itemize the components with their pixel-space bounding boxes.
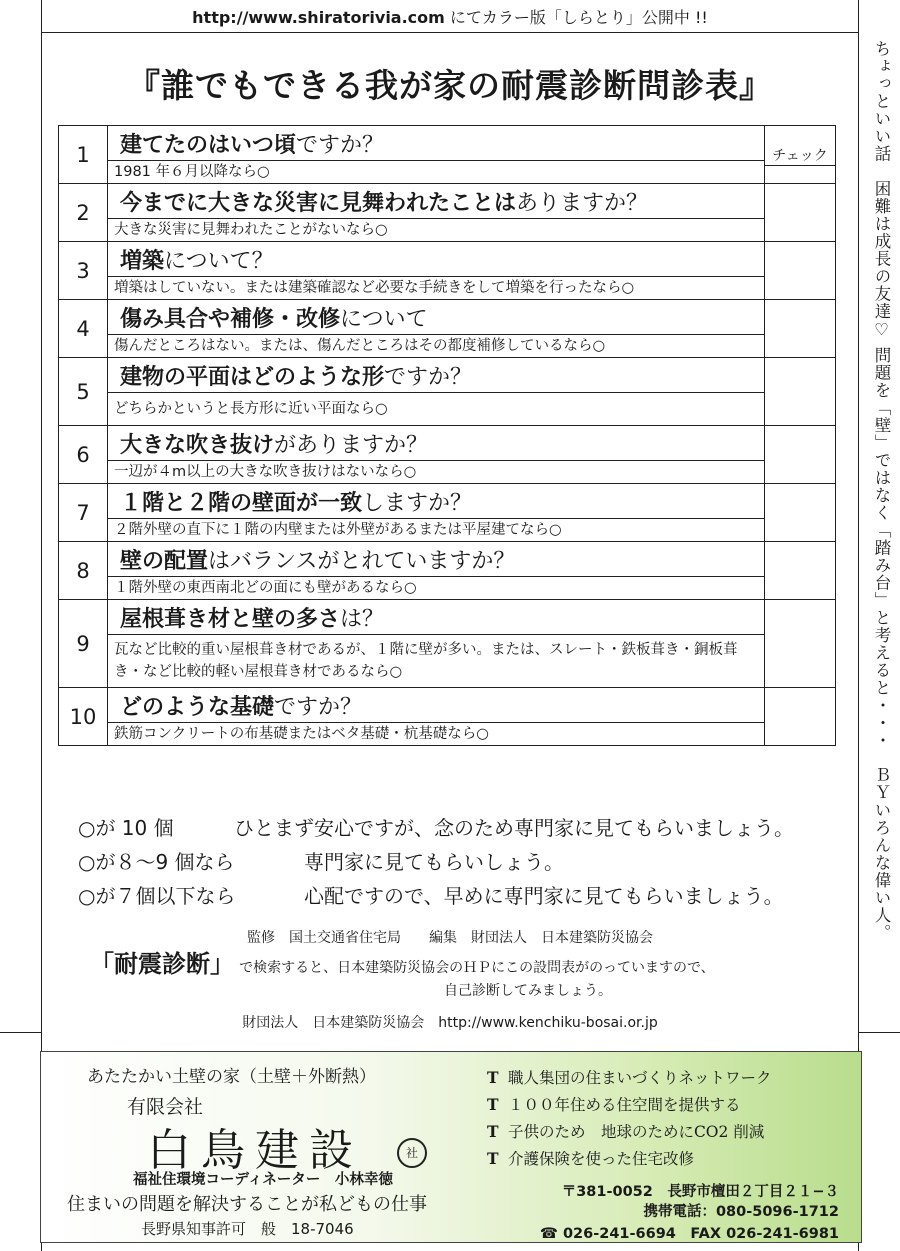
side-vertical-text: ちょっといい話 困難は成長の友達♡ 問題を「壁」ではなく「踏み台」と考えると・・・ ＢＹいろんな偉い人。 [872, 40, 891, 942]
answer-condition: 大きな災害に見舞われたことがないなら○ [108, 219, 765, 242]
question-keyword: 今までに大きな災害に見舞われたことは [120, 190, 517, 216]
answer-condition: 増築はしていない。または建築確認など必要な手続きをして増築を行ったなら○ [108, 277, 765, 300]
question-number: 3 [59, 242, 108, 300]
answer-row [59, 723, 836, 746]
question-keyword: 建物の平面はどのような形 [120, 364, 385, 390]
ad-coordinator: 福祉住環境コーディネーター 小林幸徳 [133, 1172, 393, 1188]
question-text [108, 242, 765, 277]
ad-company-name: 白鳥建設 [147, 1125, 363, 1176]
check-cell[interactable] [765, 126, 836, 184]
check-cell[interactable] [765, 484, 836, 542]
check-cell[interactable] [765, 300, 836, 358]
cut-mark-right [858, 1032, 900, 1033]
answer-condition: 一辺が４m以上の大きな吹き抜けはないなら○ [108, 461, 765, 484]
search-note [90, 944, 810, 979]
question-number: 8 [59, 542, 108, 600]
question-row [59, 184, 836, 219]
question-number: 10 [59, 688, 108, 746]
check-cell[interactable] [765, 600, 836, 688]
answer-row [59, 393, 836, 426]
search-line-2: 自己診断してみましょう。 [444, 983, 612, 999]
result-count: ○が７個以下なら [78, 884, 236, 908]
question-row [59, 126, 836, 161]
question-row [59, 542, 836, 577]
ad-feature [487, 1093, 740, 1115]
question-text [108, 688, 765, 723]
ad-slogan: あたたかい土壁の家（土壁＋外断熱） [87, 1067, 376, 1087]
question-suffix: ですか？ [296, 132, 385, 158]
result-line-3 [78, 880, 784, 909]
question-number: 2 [59, 184, 108, 242]
check-column-header: チェック [765, 143, 835, 166]
ad-address: 〒381-0052 長野市檀田２丁目２１−３ [561, 1184, 839, 1200]
page-title: 『誰でもできる我が家の耐震診断問診表』 [127, 66, 773, 105]
result-count: ○が８～9 個なら [78, 850, 235, 874]
hammer-icon: T [487, 1149, 499, 1168]
search-line-1: で検索すると、日本建築防災協会のＨＰにこの設問表がのっていますので、 [239, 960, 715, 976]
footer-org: 財団法人 日本建築防災協会 http://www.kenchiku-bosai.or.jp [242, 1015, 658, 1031]
question-number: 1 [59, 126, 108, 184]
answer-condition: 瓦など比較的重い屋根葺き材であるが、１階に壁が多い。または、スレート・鉄板葺き・銅板葺き・など比較的軽い屋根葺き材であるなら○ [108, 635, 765, 688]
question-suffix: ですか？ [384, 364, 473, 390]
ad-mission: 住まいの問題を解決することが私どもの仕事 [67, 1194, 427, 1215]
check-cell[interactable] [765, 242, 836, 300]
question-suffix: ありますか？ [516, 190, 649, 216]
answer-condition: ２階外壁の直下に１階の内壁または外壁があるまたは平屋建てなら○ [108, 519, 765, 542]
answer-row [59, 461, 836, 484]
company-seal-icon: 社 [397, 1138, 427, 1168]
question-suffix: について [340, 306, 428, 332]
result-line-1 [78, 812, 794, 841]
question-number: 4 [59, 300, 108, 358]
result-count: ○が 10 個 [78, 816, 174, 840]
answer-condition: １階外壁の東西南北どの面にも壁があるなら○ [108, 577, 765, 600]
question-keyword: 屋根葺き材と壁の多さ [120, 606, 341, 632]
questionnaire-table [58, 125, 836, 746]
question-text [108, 426, 765, 461]
ad-feature-text: １００年住める住空間を提供する [507, 1096, 741, 1114]
question-keyword: 増築 [120, 248, 165, 274]
question-suffix: はバランスがとれていますか？ [208, 548, 516, 574]
header-suffix: にてカラー版「しらとり」公開中 !! [444, 8, 708, 27]
question-row [59, 300, 836, 335]
question-text [108, 600, 765, 635]
check-cell[interactable] [765, 184, 836, 242]
answer-condition: 傷んだところはない。または、傷んだところはその都度補修しているなら○ [108, 335, 765, 358]
question-number: 9 [59, 600, 108, 688]
hammer-icon: T [487, 1122, 499, 1141]
ad-license: 長野県知事許可 般 18-7046 [141, 1220, 354, 1238]
hammer-icon: T [487, 1068, 499, 1087]
question-suffix: がありますか？ [274, 432, 429, 458]
ad-company-type: 有限会社 [127, 1096, 204, 1118]
question-row [59, 484, 836, 519]
ad-feature [487, 1066, 771, 1088]
question-text [108, 126, 765, 161]
ad-feature-text: 介護保険を使った住宅改修 [507, 1150, 694, 1168]
ad-mobile: 携帯電話：080-5096-1712 [643, 1204, 839, 1220]
hammer-icon: T [487, 1095, 499, 1114]
ad-phone-fax: ☎ 026-241-6694 FAX 026-241-6981 [539, 1226, 839, 1242]
ad-feature-text: 職人集団の住まいづくりネットワーク [507, 1069, 772, 1087]
question-text [108, 358, 765, 393]
question-suffix: について？ [164, 248, 274, 274]
answer-row [59, 577, 836, 600]
check-cell[interactable] [765, 426, 836, 484]
result-line-2 [78, 846, 564, 875]
question-row [59, 426, 836, 461]
header-url-line [42, 4, 858, 33]
question-keyword: 建てたのはいつ頃 [120, 132, 297, 158]
result-message: 専門家に見てもらいしょう。 [304, 850, 564, 874]
question-suffix: ですか？ [274, 694, 363, 720]
answer-row [59, 635, 836, 688]
search-keyword: 「耐震診断」 [90, 950, 234, 978]
question-text [108, 184, 765, 219]
question-text [108, 300, 765, 335]
question-keyword: どのような基礎 [120, 694, 275, 720]
question-keyword: 壁の配置 [120, 548, 209, 574]
answer-row [59, 219, 836, 242]
question-text [108, 542, 765, 577]
answer-condition: 1981 年６月以降なら○ [108, 161, 765, 184]
result-message: ひとまず安心ですが、念のため専門家に見てもらいましょう。 [234, 816, 794, 840]
question-number: 5 [59, 358, 108, 426]
question-number: 6 [59, 426, 108, 484]
answer-condition: どちらかというと長方形に近い平面なら○ [108, 393, 765, 426]
question-suffix: しますか？ [362, 490, 473, 516]
question-row [59, 688, 836, 723]
ad-feature [487, 1147, 694, 1169]
question-keyword: 傷み具合や補修・改修 [120, 306, 341, 332]
answer-row [59, 335, 836, 358]
result-message: 心配ですので、早めに専門家に見てもらいましょう。 [304, 884, 784, 908]
question-row [59, 358, 836, 393]
check-cell[interactable] [765, 688, 836, 746]
answer-condition: 鉄筋コンクリートの布基礎またはベタ基礎・杭基礎なら○ [108, 723, 765, 746]
question-suffix: は？ [340, 606, 385, 632]
answer-row [59, 519, 836, 542]
cut-mark-left [0, 1032, 42, 1033]
credits: 監修 国土交通省住宅局 編集 財団法人 日本建築防災協会 [247, 930, 653, 946]
question-keyword: １階と２階の壁面が一致 [120, 490, 363, 516]
check-cell[interactable] [765, 358, 836, 426]
question-number: 7 [59, 484, 108, 542]
ad-feature [487, 1120, 764, 1142]
question-row [59, 600, 836, 635]
question-row [59, 242, 836, 277]
check-cell[interactable] [765, 542, 836, 600]
question-keyword: 大きな吹き抜け [120, 432, 275, 458]
header-url[interactable]: http://www.shiratorivia.com [192, 8, 445, 27]
ad-feature-text: 子供のため 地球のためにCO2 削減 [507, 1123, 765, 1141]
company-ad [40, 1051, 862, 1243]
answer-row [59, 161, 836, 184]
question-text [108, 484, 765, 519]
answer-row [59, 277, 836, 300]
